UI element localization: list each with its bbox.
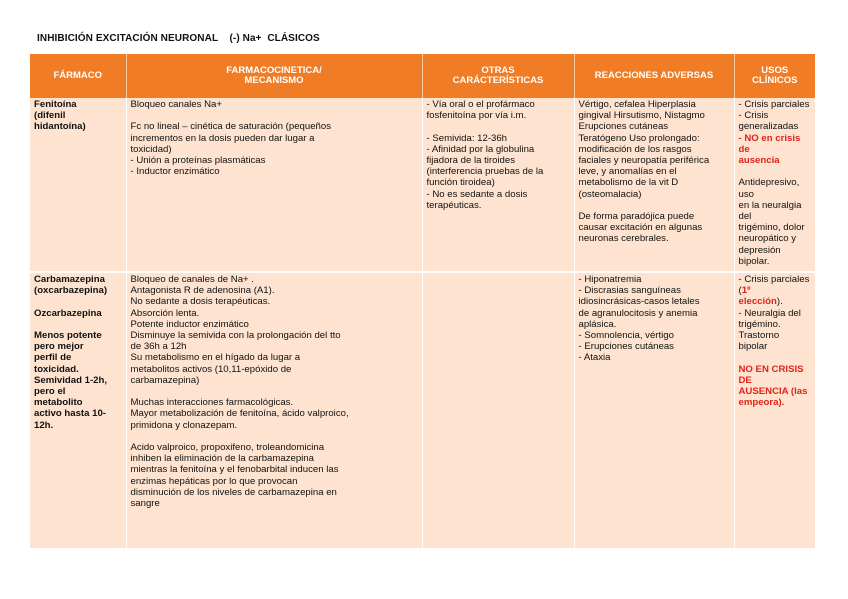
cell-usos: - Crisis parciales (1º elección). - Neuralgia del trigémino. Trastorno bipolar NO EN CRISIS DE AUSENCIA (las empeora). [734, 272, 815, 549]
header-farmaco: FÁRMACO [30, 54, 126, 98]
text-line: aplásica. [578, 318, 617, 330]
table-row-carbamazepina [30, 272, 815, 549]
text-line: activo hasta 10- [34, 408, 106, 420]
text-line: Erupciones cutáneas [578, 121, 669, 133]
text-line [34, 319, 122, 330]
text-line: Absorción lenta. [130, 307, 200, 319]
text-line: incrementos en la dosis pueden dar lugar a [130, 132, 315, 144]
text-line [131, 110, 418, 121]
text-line: (difenil [34, 110, 66, 122]
text-line: metabolito [34, 397, 83, 409]
text-line: - Somnolencia, vértigo [578, 330, 674, 342]
text-line: trigémino. Trastorno [738, 318, 784, 342]
text-line: faciales y neuropatía periférica [578, 155, 710, 167]
text-line: AUSENCIA (las [738, 386, 808, 398]
text-line: modificación de los rasgos [578, 143, 692, 155]
text-line: metabolitos activos (10,11-epóxido de [130, 363, 292, 375]
text-line [131, 386, 418, 397]
text-line: carbamazepina) [130, 374, 200, 386]
text-line: - Inductor enzimático [130, 166, 220, 178]
cell-mecanismo [126, 98, 422, 272]
text-line: (osteomalacia) [578, 188, 642, 200]
text-line: función tiroidea) [426, 177, 495, 189]
text-line: Antagonista R de adenosina (A1). [130, 285, 275, 297]
text-line: Acido valproico, propoxifeno, troleandomicina [130, 442, 325, 454]
text-line: - No es sedante a dosis [426, 188, 528, 200]
text-line: de agranulocitosis y anemia [578, 307, 698, 319]
text-line: toxicidad. [34, 363, 79, 375]
text-line: causar excitación en algunas [578, 222, 703, 234]
text-line: (oxcarbazepina) [34, 285, 108, 297]
cell-farmaco [30, 272, 126, 549]
text-line: terapéuticas. [426, 199, 482, 211]
text-line: Carbamazepina [34, 274, 105, 285]
table-header-row [30, 54, 815, 98]
text-line: depresión bipolar. [738, 244, 784, 267]
text-line: Menos potente [34, 329, 102, 341]
text-line [739, 166, 812, 177]
text-line: Mayor metabolización de fenitoína, ácido valproico, [130, 408, 349, 420]
text-line: empeora). [738, 397, 785, 409]
text-line: pero el [34, 386, 66, 397]
text-line: mientras la fenitoína y el fenobarbital inducen las [130, 464, 339, 476]
cell-farmaco [30, 98, 126, 272]
text-line: en la neuralgia del [738, 199, 805, 223]
header-usos: USOS CLÍNICOS [734, 54, 815, 98]
text-line: 12h. [34, 419, 54, 431]
text-line: Potente inductor enzimático [130, 318, 249, 330]
text-line [34, 296, 122, 307]
text-line: Fc no lineal – cinética de saturación (pequeños [130, 121, 332, 133]
text-line: perfil de [34, 352, 72, 364]
text-line [131, 431, 418, 442]
text-line: - Discrasias sanguíneas [578, 285, 681, 297]
header-reacciones: REACCIONES ADVERSAS [574, 54, 734, 98]
text-line: primidona y clonazepam. [130, 419, 238, 431]
text-line: inhiben la eliminación de la carbamazepina [130, 453, 314, 465]
text-line: (interferencia pruebas de la [426, 166, 544, 178]
document-title: INHIBICIÓN EXCITACIÓN NEURONAL (-) Na+ CLÁSICOS [37, 33, 320, 44]
cell-otras [422, 98, 574, 272]
drug-table [30, 54, 815, 550]
text-line: fosfenitoína por vía i.m. [426, 110, 527, 122]
text-line: gingival Hirsutismo, Nistagmo [578, 110, 705, 122]
text-line: Semividad 1-2h, [34, 374, 108, 386]
text-line: Bloqueo de canales de Na+ . [130, 274, 254, 285]
text-line: sangre [130, 498, 160, 510]
text-line: ausencia [738, 155, 780, 167]
text-line: - Erupciones cutáneas [578, 341, 674, 353]
text-line: disminución de los niveles de carbamazepina en [130, 486, 337, 498]
text-line: Su metabolismo en el hígado da lugar a [130, 352, 301, 364]
text-line: Bloqueo canales Na+ [130, 99, 222, 110]
text-line: neuronas cerebrales. [578, 233, 669, 245]
text-line: - Ataxia [578, 352, 611, 364]
text-line: hidantoína) [34, 121, 86, 133]
text-line: pero mejor [34, 341, 84, 353]
text-line: enzimas hepáticas por lo que provocan [130, 475, 298, 487]
text-line: neuropático y [738, 233, 797, 245]
text-line: De forma paradójica puede [578, 211, 695, 223]
text-line: No sedante a dosis terapéuticas. [130, 296, 271, 308]
text-line: - Semivida: 12-36h [426, 132, 508, 144]
text-line [427, 121, 570, 132]
table-row-fenitoina [30, 98, 815, 272]
text-line: leve, y anomalías en el [578, 166, 677, 178]
text-line: - Crisis [738, 110, 769, 122]
text-line: fijadora de la tiroides [426, 155, 516, 166]
text-line: - NO en crisis de [738, 132, 804, 155]
text-line: - Afinidad por la globulina [426, 143, 535, 155]
cell-usos [734, 98, 815, 272]
text-line: - Hiponatremia [578, 274, 642, 285]
cell-mecanismo [126, 272, 422, 549]
text-line: - Neuralgia del [738, 307, 801, 319]
header-farmacocinetica: FARMACOCINETICA/ MECANISMO [126, 54, 422, 98]
text-line: toxicidad) [130, 143, 172, 155]
text-line [579, 200, 730, 211]
text-line: Ozcarbazepina [34, 307, 102, 319]
text-line: trigémino, dolor [738, 222, 805, 234]
text-line: - Unión a proteínas plasmáticas [130, 155, 266, 166]
text-line: - Vía oral o el profármaco [426, 99, 535, 110]
text-line: Disminuye la semivida con la prolongación del tto [130, 330, 341, 342]
text-line: NO EN CRISIS DE [738, 363, 807, 386]
cell-otras [422, 272, 574, 549]
text-line: idiosincrásicas-casos letales [578, 296, 700, 308]
text-line: Fenitoína [34, 99, 77, 110]
text-line: de 36h a 12h [130, 341, 187, 353]
cell-reacciones [574, 98, 734, 272]
text-line: Teratógeno Uso prolongado: [578, 132, 700, 144]
header-otras: OTRAS CARÁCTERÍSTICAS [422, 54, 574, 98]
text-line: bipolar [738, 341, 768, 353]
text-line: - Crisis parciales [738, 99, 810, 110]
text-line: Muchas interacciones farmacológicas. [130, 397, 294, 409]
text-line: generalizadas [738, 121, 799, 133]
cell-reacciones [574, 272, 734, 549]
text-line: Antidepresivo, uso [738, 177, 802, 200]
text-line: Vértigo, cefalea Hiperplasia [578, 99, 696, 110]
text-line: metabolismo de la vit D [578, 177, 679, 189]
